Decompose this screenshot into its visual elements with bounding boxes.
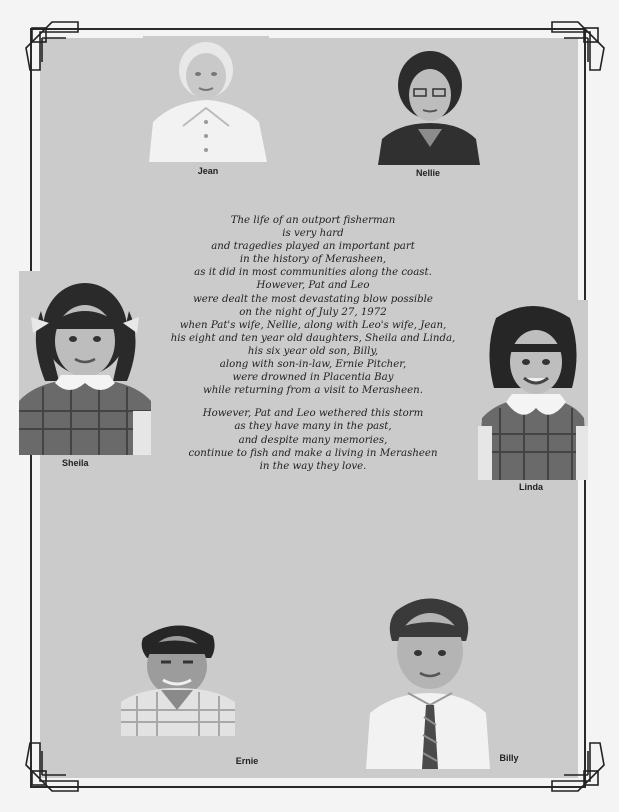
memorial-line: continue to fish and make a living in Merasheen: [188, 447, 438, 459]
memorial-line: were dealt the most devastating blow possible: [193, 293, 433, 305]
memorial-line: were drowned in Placentia Bay: [232, 372, 394, 384]
caption-billy: Billy: [499, 753, 519, 763]
photo-jean: [143, 36, 269, 162]
memorial-line: on the night of July 27, 1972: [239, 306, 387, 318]
memorial-line: when Pat's wife, Nellie, along with Leo's wife, Jean,: [179, 319, 447, 331]
photo-nellie: [378, 47, 480, 165]
memorial-line: while returning from a visit to Merasheen.: [203, 385, 423, 397]
photo-ernie: [121, 618, 235, 736]
memorial-line: However, Pat and Leo: [256, 280, 370, 292]
memorial-line: as it did in most communities along the coast.: [194, 267, 432, 279]
memorial-line: in the way they love.: [259, 460, 367, 472]
memorial-line: The life of an outport fisherman: [230, 215, 396, 226]
memorial-paragraph-1: [150, 214, 476, 397]
photo-linda: [478, 300, 588, 480]
memorial-line: his eight and ten year old daughters, Sheila and Linda,: [170, 332, 456, 344]
memorial-text: [150, 214, 476, 473]
memorial-line: and despite many memories,: [238, 434, 388, 446]
corner-ornament-bottom-left: [22, 735, 82, 795]
memorial-line: and tragedies played an important part: [211, 241, 415, 253]
memorial-line: as they have many in the past,: [234, 421, 392, 433]
memorial-line: is very hard: [282, 228, 344, 240]
caption-linda: Linda: [519, 482, 543, 492]
memorial-line: in the history of Merasheen,: [239, 254, 387, 266]
caption-jean: Jean: [197, 166, 219, 176]
memorial-line: along with son-in-law, Ernie Pitcher,: [219, 359, 407, 371]
photo-sheila: [19, 271, 151, 455]
memorial-line: his six year old son, Billy,: [247, 345, 379, 357]
memorial-paragraph-2: [150, 407, 476, 472]
corner-ornament-bottom-right: [548, 735, 608, 795]
memorial-line: However, Pat and Leo wethered this storm: [202, 408, 424, 420]
caption-ernie: Ernie: [235, 756, 259, 766]
corner-ornament-top-right: [548, 18, 608, 78]
caption-nellie: Nellie: [415, 168, 440, 178]
corner-ornament-top-left: [22, 18, 82, 78]
photo-billy: [366, 589, 490, 769]
caption-sheila: Sheila: [62, 458, 89, 468]
